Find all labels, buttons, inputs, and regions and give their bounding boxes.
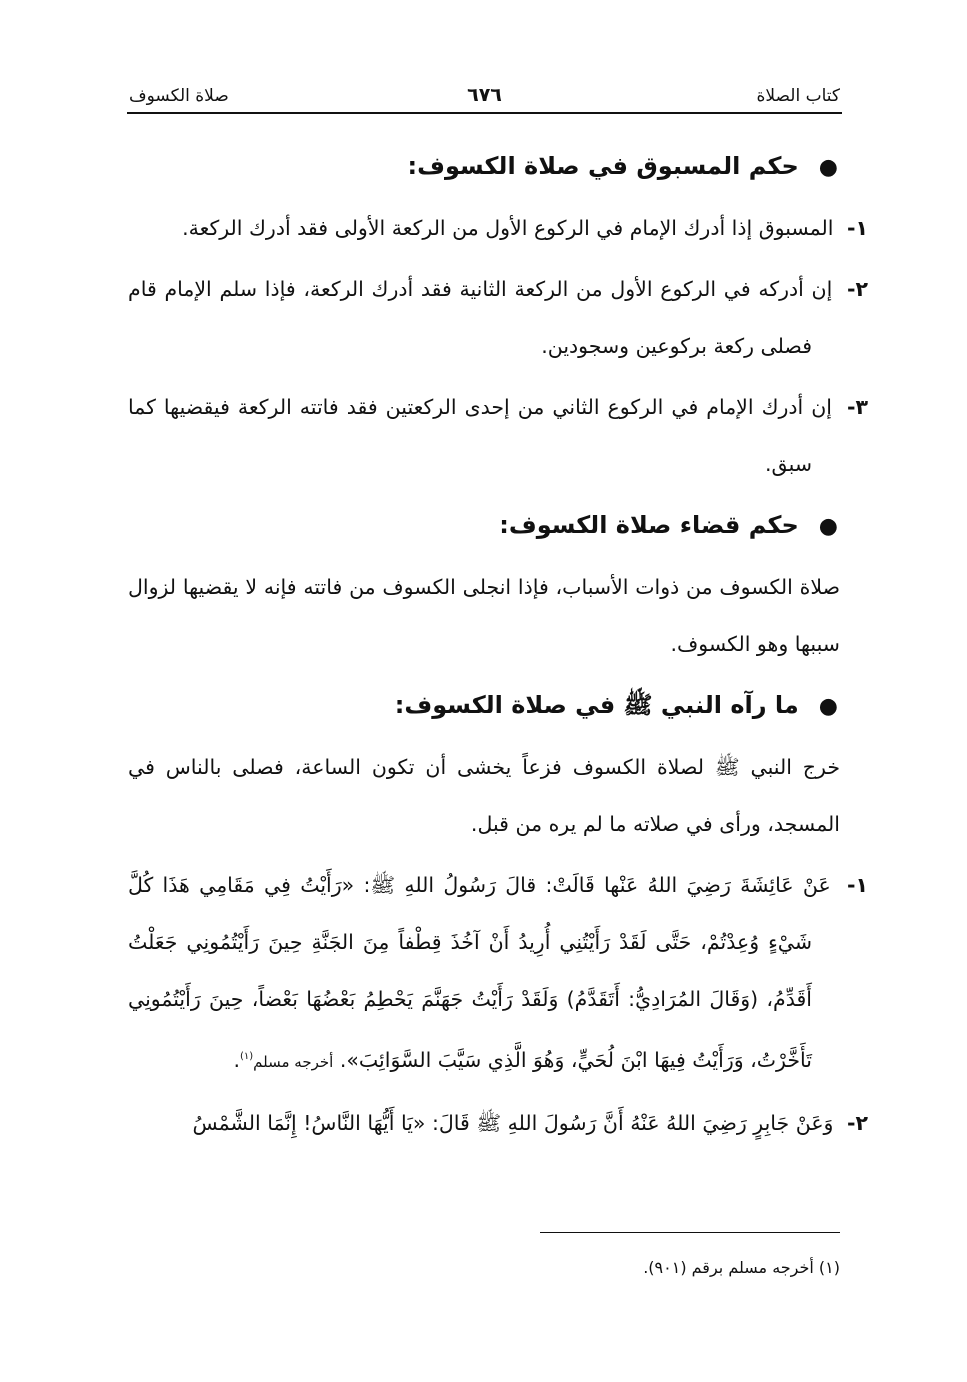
- hadith-item: ١- عَنْ عَائِشَةَ رَضِيَ اللهُ عَنْها قَالَتْ: قالَ رَسُولُ اللهِ ﷺ: «رَأَيْتُ فِي مَقَامِي هَذَا كُلَّ شَيْءٍ وُعِدْتُمْ، حَتَّى لَقَدْ رَأَيْتُنِي أُرِيدُ أَنْ آخُذَ قِطْفاً مِنَ الجَنَّةِ حِينَ رَأَيْتُمُونِي جَعَلْتُ أَقَدِّمُ، (وَقَالَ المُرَادِيُّ: أَتَقَدَّمُ) وَلَقَدْ رَأَيْتُ جَهَنَّمَ يَحْطِمُ بَعْضُهَا بَعْضاً، حِينَ رَأَيْتُمُونِي تَأَخَّرْتُ، وَرَأَيْتُ فِيهَا ابْنَ لُحَيٍّ، وَهُوَ الَّذِي سَيَّبَ السَّوَائِبَ». أخرجه مسلم$^{(١)}$.: [128, 873, 868, 1072]
- footnote: (١) أخرجه مسلم برقم (٩٠١).: [643, 1258, 840, 1277]
- list-item: ١- المسبوق إذا أدرك الإمام في الركوع الأول من الركعة الأولى فقد أدرك الركعة.: [182, 216, 868, 240]
- footnote-ref[interactable]: (١): [239, 1051, 254, 1062]
- page-body: [128, 138, 868, 1156]
- book-title: كتاب الصلاة: [756, 86, 840, 106]
- bullet-icon: ●: [818, 514, 838, 539]
- section-heading-latecomer: ●حكم المسبوق في صلاة الكسوف:: [128, 138, 840, 196]
- hadith-item: ٢- وَعَنْ جَابِرٍ رَضِيَ اللهُ عَنْهُ أَنَّ رَسُولَ اللهِ ﷺ قَالَ: «يَا أَيُّهَا النَّاسُ! إِنَّمَا الشَّمْسُ: [192, 1110, 868, 1135]
- chapter-title: صلاة الكسوف: [129, 86, 229, 106]
- section-heading-makeup: ●حكم قضاء صلاة الكسوف:: [128, 497, 840, 555]
- list-item: ٢- إن أدركه في الركوع الأول من الركعة الثانية فقد أدرك الركعة، فإذا سلم الإمام قام فصلى ركعة بركوعين وسجودين.: [128, 277, 868, 358]
- list-item: ٣- إن أدرك الإمام في الركوع الثاني من إحدى الركعتين فقد فاتته الركعة فيقضيها كما سبق.: [128, 395, 868, 476]
- page-number: ٦٧٦: [467, 84, 502, 106]
- bullet-icon: ●: [818, 155, 838, 180]
- page-header: [127, 82, 842, 114]
- paragraph: خرج النبي ﷺ لصلاة الكسوف فزعاً يخشى أن تكون الساعة، فصلى بالناس في المسجد، ورأى في صلاته ما لم يره من قبل.: [128, 755, 840, 836]
- bullet-icon: ●: [818, 694, 838, 719]
- section-heading-what-prophet-saw: ●ما رآه النبي ﷺ في صلاة الكسوف:: [128, 677, 840, 735]
- footnote-divider: [540, 1232, 840, 1233]
- paragraph: صلاة الكسوف من ذوات الأسباب، فإذا انجلى الكسوف من فاتته فإنه لا يقضيها لزوال سببها وهو الكسوف.: [128, 575, 840, 656]
